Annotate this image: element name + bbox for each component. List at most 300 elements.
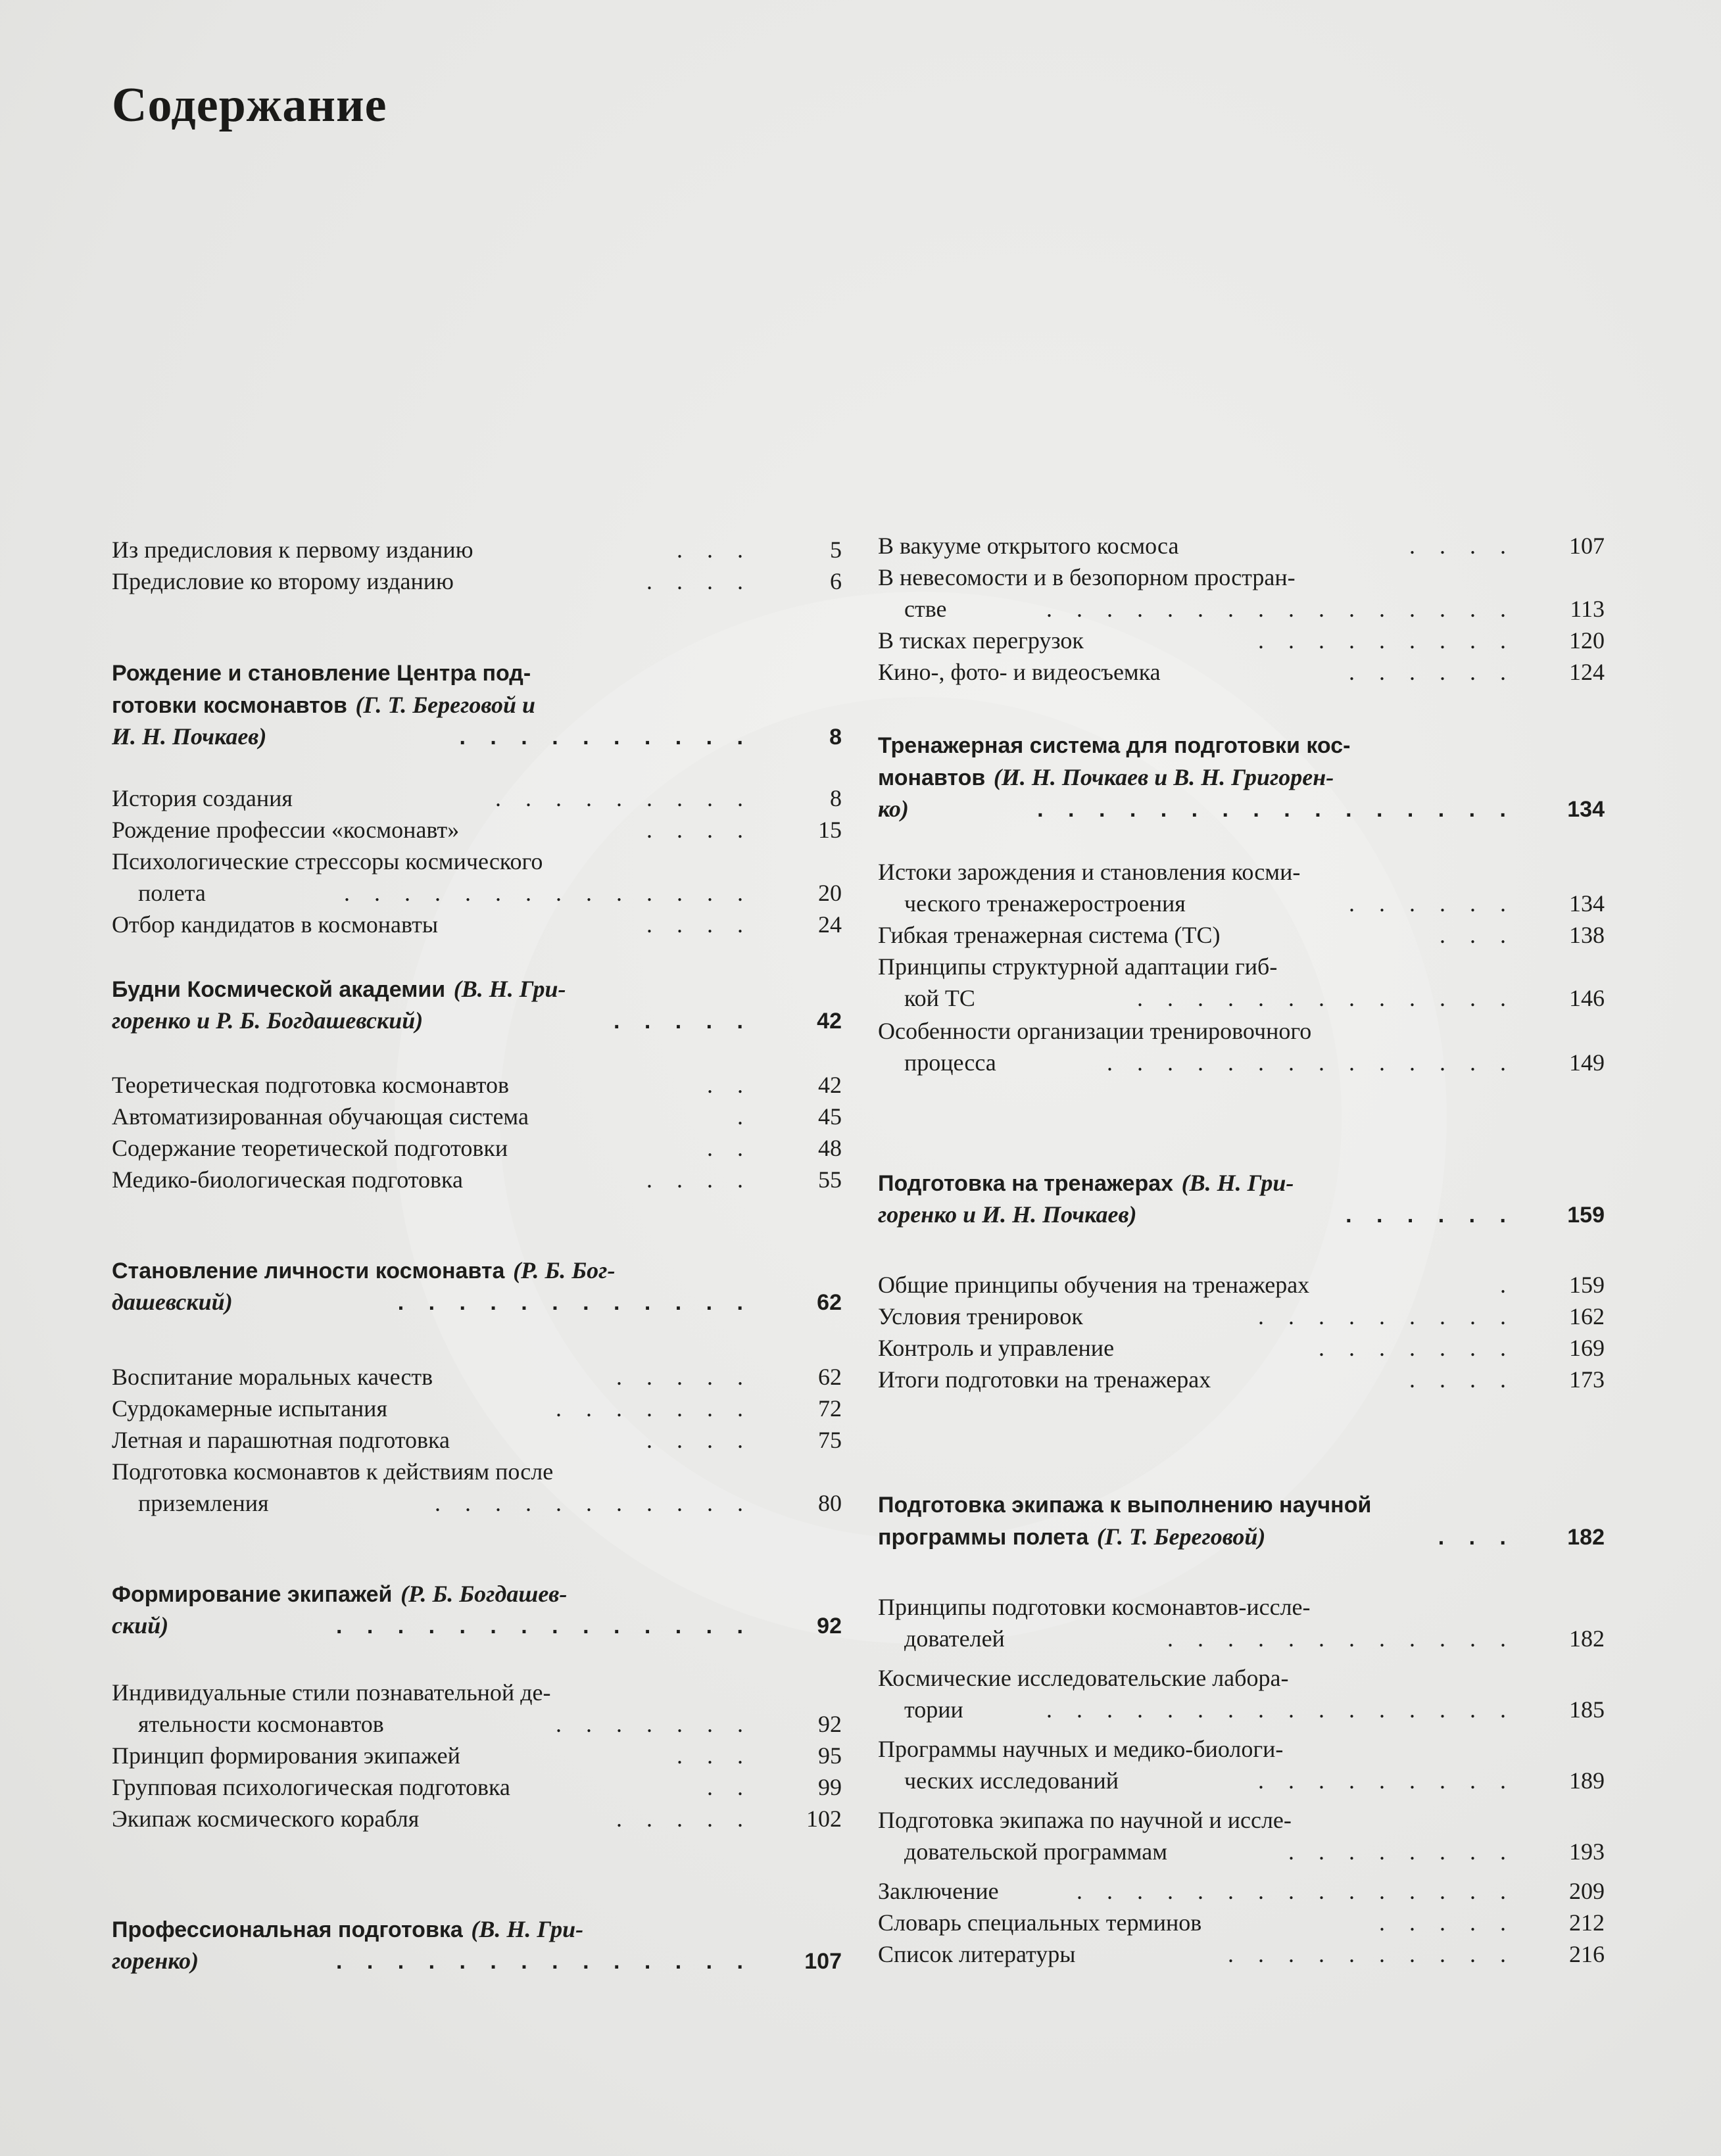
entry-text (878, 1733, 1283, 1765)
page-number: 169 (1569, 1335, 1605, 1361)
toc-entry[interactable] (878, 1875, 1605, 1907)
entry-author: дашевский) (112, 1289, 233, 1315)
entry-text (878, 1167, 1294, 1199)
entry-title: Подготовка на тренажерах (878, 1171, 1174, 1196)
dot-leader: . . . . . . . . . . . . . . . . (1037, 797, 1515, 822)
toc-chapter[interactable] (112, 1913, 842, 1976)
page-number: 185 (1569, 1696, 1605, 1723)
entry-text (112, 1424, 450, 1456)
toc-line (878, 1694, 1605, 1725)
page-number: 193 (1569, 1838, 1605, 1865)
dot-leader: . . . . . . . (556, 1395, 752, 1422)
dot-leader: . . . . (1409, 533, 1515, 559)
dot-leader: . . . . . (616, 1806, 752, 1832)
dot-leader: . . . . (646, 911, 752, 938)
entry-text (878, 1199, 1137, 1230)
page-number: 75 (818, 1427, 842, 1453)
entry-text (112, 1164, 463, 1195)
entry-author: горенко) (112, 1948, 199, 1974)
toc-chapter[interactable] (878, 730, 1605, 825)
toc-line (112, 1069, 842, 1101)
entry-text (112, 1069, 509, 1101)
toc-line (878, 1733, 1605, 1765)
page-number: 99 (818, 1774, 842, 1800)
dot-leader: . (1500, 1272, 1515, 1298)
toc-line (878, 1015, 1605, 1047)
entry-text (878, 1694, 963, 1725)
page-number: 209 (1569, 1878, 1605, 1904)
toc-entry[interactable] (878, 1332, 1605, 1364)
entry-text (878, 1765, 1119, 1796)
page-number: 92 (818, 1711, 842, 1737)
page-number: 42 (818, 1072, 842, 1098)
toc-entry[interactable] (112, 1393, 842, 1424)
toc-entry[interactable] (878, 1733, 1605, 1796)
toc-entry[interactable] (878, 562, 1605, 625)
page-number: 189 (1569, 1767, 1605, 1794)
toc-line (112, 973, 842, 1005)
dot-leader: . . . (677, 537, 752, 563)
toc-line (112, 1424, 842, 1456)
toc-line (112, 1456, 842, 1487)
entry-text (878, 982, 975, 1014)
page-number: 182 (1569, 1625, 1605, 1652)
toc-line (112, 782, 842, 814)
toc-line (878, 1907, 1605, 1938)
toc-entry[interactable] (878, 1804, 1605, 1867)
entry-title: Словарь специальных терминов (878, 1909, 1202, 1936)
toc-line (878, 919, 1605, 951)
page-number: 45 (818, 1103, 842, 1130)
dot-leader: . . . . . . . . . (1258, 627, 1515, 654)
toc-entry[interactable] (112, 534, 842, 565)
entry-text (112, 1255, 615, 1286)
entry-text (878, 1836, 1167, 1867)
entry-title: Групповая психологическая подготовка (112, 1774, 510, 1800)
dot-leader: . . . . . . . . . . (1228, 1941, 1515, 1967)
toc-entry[interactable] (112, 1361, 842, 1393)
page-number: 113 (1570, 596, 1605, 622)
entry-title: довательской программам (904, 1838, 1167, 1865)
entry-title: стве (904, 596, 947, 622)
page-number: 8 (830, 785, 842, 811)
dot-leader: . . . . . . . . . (1258, 1767, 1515, 1794)
entry-text (878, 761, 1334, 793)
toc-line (878, 1301, 1605, 1332)
entry-title: Тренажерная система для подготовки кос- (878, 733, 1351, 758)
toc-line (112, 1740, 842, 1771)
dot-leader: . . . . . . (1345, 1203, 1515, 1228)
entry-text (878, 1662, 1288, 1694)
toc-entry[interactable] (112, 1132, 842, 1164)
toc-line (878, 656, 1605, 688)
toc-line (878, 1269, 1605, 1301)
entry-title: Медико-биологическая подготовка (112, 1166, 463, 1193)
entry-text (112, 1578, 567, 1610)
dot-leader: . . . . . . . (1319, 1335, 1515, 1361)
entry-author: ский) (112, 1612, 169, 1639)
toc-entry[interactable] (112, 1101, 842, 1132)
toc-line (112, 1771, 842, 1803)
toc-line (878, 793, 1605, 825)
entry-text (112, 689, 535, 721)
dot-leader: . . . . . . . . . . (459, 725, 752, 750)
dot-leader: . . . . . . . (556, 1711, 752, 1737)
page-number: 48 (818, 1135, 842, 1161)
page-number: 80 (818, 1490, 842, 1516)
entry-author: (В. Н. Гри- (471, 1916, 584, 1942)
toc-chapter[interactable] (112, 658, 842, 752)
toc-line (112, 1708, 842, 1740)
toc-entry[interactable] (112, 1771, 842, 1803)
page-number: 146 (1569, 985, 1605, 1011)
page-number: 162 (1569, 1303, 1605, 1330)
toc-line (112, 1913, 842, 1945)
entry-text (878, 1907, 1201, 1938)
entry-text (878, 888, 1186, 919)
toc-chapter[interactable] (878, 1167, 1605, 1230)
toc-line (112, 1005, 842, 1036)
entry-title: Контроль и управление (878, 1335, 1115, 1361)
toc-line (878, 593, 1605, 625)
toc-entry[interactable] (112, 1164, 842, 1195)
page-title: Содержание (112, 78, 387, 132)
entry-text (878, 593, 946, 625)
dot-leader: . . . . (646, 817, 752, 843)
entry-title: В невесомости и в безопорном простран- (878, 564, 1296, 590)
entry-title: Будни Космической академии (112, 977, 446, 1002)
toc-line (112, 1164, 842, 1195)
toc-entry[interactable] (878, 1301, 1605, 1332)
entry-text (112, 1771, 510, 1803)
page-number: 6 (830, 568, 842, 594)
toc-line (112, 909, 842, 940)
toc-chapter[interactable] (112, 1255, 842, 1318)
dot-leader: . . . . . . . . . . . . . . . (1077, 1878, 1515, 1904)
entry-text (112, 1101, 529, 1132)
entry-title: кой ТС (904, 985, 975, 1011)
page-number: 120 (1569, 627, 1605, 654)
dot-leader: . . . (1438, 1525, 1515, 1550)
toc-line (112, 1255, 842, 1286)
page-number: 95 (818, 1742, 842, 1769)
toc-line (878, 730, 1605, 761)
page-number: 20 (818, 880, 842, 906)
toc-entry[interactable] (112, 1740, 842, 1771)
toc-line (878, 888, 1605, 919)
page-number: 62 (817, 1290, 842, 1315)
entry-title: Автоматизированная обучающая система (112, 1103, 529, 1130)
toc-entry[interactable] (878, 1591, 1605, 1654)
page-number: 107 (804, 1949, 842, 1974)
toc-entry[interactable] (878, 1662, 1605, 1725)
toc-line (112, 534, 842, 565)
entry-text (878, 1875, 999, 1907)
toc-line (878, 1623, 1605, 1654)
entry-text (878, 856, 1300, 888)
dot-leader: . . . . (646, 1427, 752, 1453)
entry-author: (В. Н. Гри- (1181, 1170, 1294, 1196)
dot-leader: . . . (1440, 922, 1515, 948)
toc-entry[interactable] (878, 656, 1605, 688)
dot-leader: . . . . . . . . . . . . . . (344, 880, 752, 906)
toc-entry[interactable] (878, 625, 1605, 656)
toc-line (112, 1803, 842, 1834)
page-number: 212 (1569, 1909, 1605, 1936)
toc-line (112, 1132, 842, 1164)
entry-text (878, 1521, 1265, 1552)
toc-line (112, 689, 842, 721)
entry-title: дователей (904, 1625, 1005, 1652)
entry-author: горенко и И. Н. Почкаев) (878, 1201, 1137, 1228)
toc-line (878, 1364, 1605, 1395)
entry-title: Общие принципы обучения на тренажерах (878, 1272, 1310, 1298)
toc-entry[interactable] (878, 1364, 1605, 1395)
page-number: 92 (817, 1614, 842, 1639)
entry-title: В вакууме открытого космоса (878, 533, 1179, 559)
entry-title: Профессиональная подготовка (112, 1917, 463, 1942)
toc-entry[interactable] (112, 782, 842, 814)
toc-entry[interactable] (112, 1424, 842, 1456)
page-number: 42 (817, 1009, 842, 1034)
toc-line (878, 951, 1605, 982)
toc-line (112, 721, 842, 752)
toc-line (878, 530, 1605, 562)
toc-line (878, 1875, 1605, 1907)
page-number: 107 (1569, 533, 1605, 559)
toc-line (878, 856, 1605, 888)
page-number: 138 (1569, 922, 1605, 948)
entry-text (112, 877, 206, 909)
dot-leader: . . . (677, 1742, 752, 1769)
dot-leader: . . . . . . (1349, 890, 1515, 917)
entry-title: Заключение (878, 1878, 999, 1904)
toc-line (878, 625, 1605, 656)
dot-leader: . . . . . . . . . . . . . . . . (1046, 1696, 1515, 1723)
entry-title: Принцип формирования экипажей (112, 1742, 460, 1769)
toc-line (878, 1662, 1605, 1694)
entry-text (878, 1804, 1292, 1836)
entry-text (112, 814, 459, 846)
entry-title: Итоги подготовки на тренажерах (878, 1366, 1211, 1393)
entry-author: (Р. Б. Бог- (513, 1257, 616, 1283)
entry-title: Подготовка экипажа к выполнению научной (878, 1493, 1372, 1518)
toc-entry[interactable] (878, 1938, 1605, 1970)
page-number: 173 (1569, 1366, 1605, 1393)
entry-text (878, 1047, 996, 1078)
entry-title: Летная и парашютная подготовка (112, 1427, 450, 1453)
entry-text (878, 793, 909, 825)
toc-line (878, 1804, 1605, 1836)
dot-leader: . . . . . (616, 1364, 752, 1390)
entry-text (112, 846, 543, 877)
entry-author: ко) (878, 796, 909, 822)
entry-text (112, 1005, 423, 1036)
entry-text (112, 973, 566, 1005)
toc-entry[interactable] (112, 909, 842, 940)
toc-entry[interactable] (112, 565, 842, 597)
entry-text (878, 1269, 1309, 1301)
entry-title: Список литературы (878, 1941, 1076, 1967)
toc-entry[interactable] (878, 1269, 1605, 1301)
toc-line (878, 761, 1605, 793)
dot-leader: . . . . . . . . (1288, 1838, 1515, 1865)
page-number: 216 (1569, 1941, 1605, 1967)
entry-title: Содержание теоретической подготовки (112, 1135, 508, 1161)
entry-text (878, 730, 1350, 761)
entry-text (878, 1489, 1371, 1521)
page-number: 62 (818, 1364, 842, 1390)
entry-text (112, 1361, 433, 1393)
entry-text (112, 1456, 553, 1487)
entry-title: приземления (138, 1490, 269, 1516)
entry-title: Предисловие ко второму изданию (112, 568, 454, 594)
toc-entry[interactable] (112, 1803, 842, 1834)
entry-title: Теоретическая подготовка космонавтов (112, 1072, 510, 1098)
entry-text (112, 1708, 384, 1740)
dot-leader: . (737, 1103, 752, 1130)
entry-text (112, 1286, 233, 1318)
entry-title: Принципы подготовки космонавтов-иссле- (878, 1594, 1311, 1620)
entry-title: Гибкая тренажерная система (ТС) (878, 922, 1221, 948)
toc-line (878, 1836, 1605, 1867)
toc-line (112, 1578, 842, 1610)
entry-title: Истоки зарождения и становления косми- (878, 859, 1301, 885)
page-number: 8 (829, 725, 842, 750)
entry-text (112, 1677, 550, 1708)
entry-title: процесса (904, 1049, 996, 1076)
dot-leader: . . (707, 1774, 752, 1800)
page-number: 182 (1567, 1525, 1605, 1550)
dot-leader: . . . . (646, 1166, 752, 1193)
toc-chapter[interactable] (878, 1489, 1605, 1552)
toc-entry[interactable] (112, 1069, 842, 1101)
entry-text (878, 1591, 1311, 1623)
toc-entry[interactable] (112, 846, 842, 909)
toc-line (112, 1286, 842, 1318)
toc-line (878, 1938, 1605, 1970)
entry-title: программы полета (878, 1525, 1089, 1550)
toc-entry[interactable] (112, 1456, 842, 1519)
entry-title: Становление личности космонавта (112, 1258, 505, 1283)
entry-text (112, 782, 293, 814)
toc-entry[interactable] (878, 856, 1605, 919)
entry-title: Условия тренировок (878, 1303, 1083, 1330)
entry-title: Психологические стрессоры космического (112, 848, 543, 874)
entry-title: Рождение профессии «космонавт» (112, 817, 460, 843)
entry-title: Сурдокамерные испытания (112, 1395, 388, 1422)
page-number: 15 (818, 817, 842, 843)
entry-title: тории (904, 1696, 963, 1723)
dot-leader: . . . . . . . . . . . . . . (335, 1614, 752, 1639)
dot-leader: . . . . . (613, 1009, 752, 1034)
entry-text (112, 909, 438, 940)
dot-leader: . . . . . . . . . (1258, 1303, 1515, 1330)
page-number: 55 (818, 1166, 842, 1193)
toc-line (112, 1361, 842, 1393)
page-number: 5 (830, 537, 842, 563)
page-number: 102 (806, 1806, 842, 1832)
dot-leader: . . . . . . . . . (495, 785, 752, 811)
dot-leader: . . . . . . . . . . . . (397, 1290, 752, 1315)
entry-author: (Р. Б. Богдашев- (400, 1581, 568, 1607)
toc-entry[interactable] (112, 814, 842, 846)
page-number: 72 (818, 1395, 842, 1422)
toc-entry[interactable] (878, 919, 1605, 951)
toc-chapter[interactable] (112, 1578, 842, 1641)
entry-title: Подготовка космонавтов к действиям после (112, 1458, 554, 1485)
toc-line (112, 814, 842, 846)
entry-title: Космические исследовательские лабора- (878, 1665, 1289, 1691)
entry-title: История создания (112, 785, 293, 811)
toc-entry[interactable] (112, 1677, 842, 1740)
entry-title: ческих исследований (904, 1767, 1119, 1794)
entry-text (878, 625, 1084, 656)
toc-entry[interactable] (878, 1015, 1605, 1078)
entry-title: Воспитание моральных качеств (112, 1364, 433, 1390)
page-number: 124 (1569, 659, 1605, 685)
toc-entry[interactable] (878, 951, 1605, 1014)
toc-line (112, 1393, 842, 1424)
entry-text (112, 534, 473, 565)
dot-leader: . . (707, 1072, 752, 1098)
toc-line (878, 1765, 1605, 1796)
dot-leader: . . . . . . (1349, 659, 1515, 685)
entry-text (112, 1913, 583, 1945)
toc-line (112, 565, 842, 597)
toc-line (112, 1610, 842, 1641)
toc-line (112, 1487, 842, 1519)
entry-text (112, 1610, 168, 1641)
entry-title: Особенности организации тренировочного (878, 1018, 1312, 1044)
toc-entry[interactable] (878, 530, 1605, 562)
toc-entry[interactable] (878, 1907, 1605, 1938)
entry-author: (Г. Т. Береговой и (355, 692, 536, 718)
entry-title: полета (138, 880, 206, 906)
entry-text (878, 1301, 1083, 1332)
dot-leader: . . . . . . . . . . . . . . . . (1046, 596, 1515, 622)
entry-text (112, 1487, 269, 1519)
entry-title: Подготовка экипажа по научной и иссле- (878, 1807, 1292, 1833)
page-number: 134 (1569, 890, 1605, 917)
entry-text (878, 1623, 1005, 1654)
entry-text (878, 1015, 1311, 1047)
entry-title: Формирование экипажей (112, 1582, 393, 1607)
toc-line (112, 658, 842, 689)
toc-line (878, 1489, 1605, 1521)
entry-author: горенко и Р. Б. Богдашевский) (112, 1007, 424, 1034)
toc-line (878, 1047, 1605, 1078)
toc-line (878, 1199, 1605, 1230)
entry-author: И. Н. Почкаев) (112, 723, 267, 750)
dot-leader: . . . . (1409, 1366, 1515, 1393)
entry-text (112, 1803, 419, 1834)
entry-text (112, 1945, 199, 1976)
entry-text (878, 919, 1221, 951)
toc-line (878, 1332, 1605, 1364)
entry-text (878, 1332, 1114, 1364)
entry-title: Рождение и становление Центра под- (112, 661, 531, 686)
entry-title: Принципы структурной адаптации гиб- (878, 953, 1278, 980)
entry-text (112, 1132, 508, 1164)
entry-text (112, 565, 454, 597)
entry-title: монавтов (878, 765, 986, 790)
toc-chapter[interactable] (112, 973, 842, 1036)
entry-text (878, 530, 1178, 562)
toc-line (112, 1101, 842, 1132)
entry-text (112, 1393, 387, 1424)
entry-text (878, 1938, 1075, 1970)
